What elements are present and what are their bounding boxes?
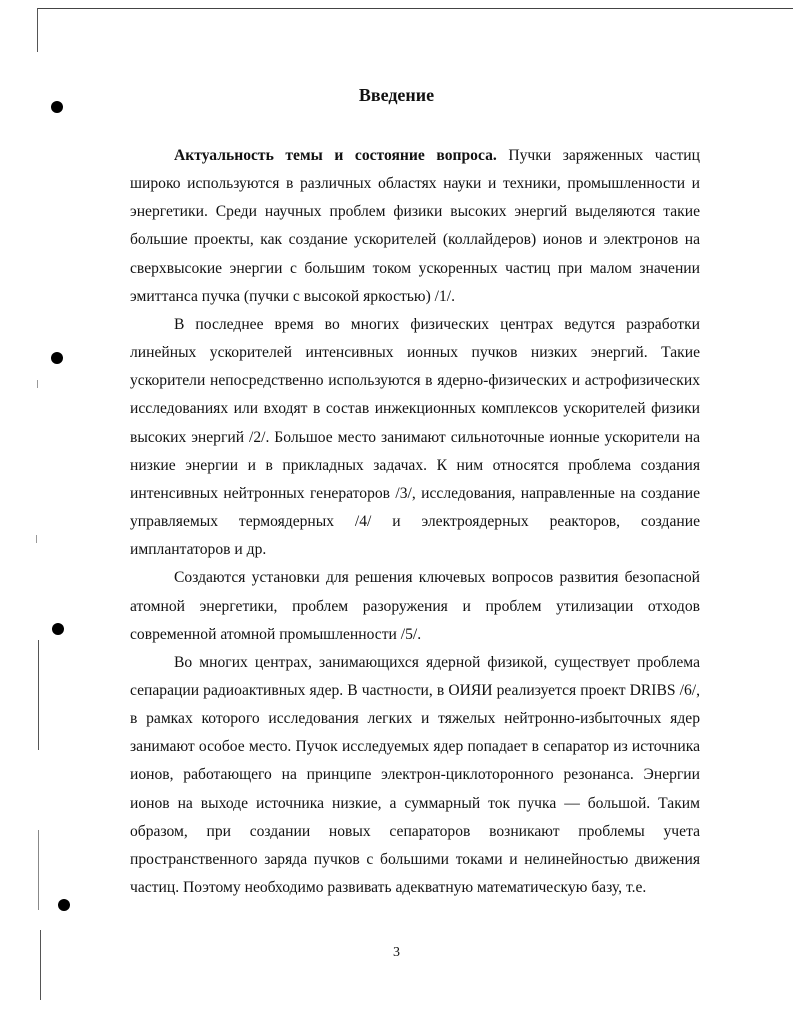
page-title: Введение — [358, 85, 435, 105]
paragraph-3: Создаются установки для решения ключевых вопросов развития безопасной атомной энергетики, проблем разоружения и проблем утилизации отходов современной атомной промышленности /5/. — [130, 569, 700, 643]
page-number: 3 — [393, 945, 400, 960]
punch-hole — [51, 352, 63, 364]
paragraph-4: Во многих центрах, занимающихся ядерной физикой, существует проблема сепарации радиоактивных ядер. В частности, в ОИЯИ реализуется проект DRIBS /6/, в рамках которого исследования легких и тяжелых нейтронно-избыточных ядер занимают особое место. Пучок исследуемых ядер попадает в сепаратор из источника ионов, работающего на принципе электрон-циклоторонного резонанса. Энергии ионов на выходе источника низкие, а суммарный ток пучка — большой. Таким образом, при создании новых сепараторов возникают проблемы учета пространственного заряда пучков с большими токами и нелинейностью движения частиц. Поэтому необходимо развивать адекватную математическую базу, т.е. — [130, 653, 700, 897]
scan-left-edge — [38, 640, 39, 750]
scan-left-edge — [36, 535, 37, 543]
paragraph-1 — [130, 142, 700, 311]
scan-left-edge — [37, 380, 38, 388]
paragraph-1-text: Пучки заряженных частиц широко используются в различных областях науки и техники, промышленности и энергетики. Среди научных проблем физики высоких энергий выделяются такие большие проекты, как создание ускорителей (коллайдеров) ионов и электронов на сверхвысокие энергии с большим током ускоренных частиц при малом значении эмиттанса пучка (пучки с высокой яркостью) /1/. — [130, 147, 700, 305]
punch-hole — [58, 899, 70, 911]
scan-top-border — [38, 8, 793, 9]
paragraph-2: В последнее время во многих физических центрах ведутся разработки линейных ускорителей интенсивных ионных пучков низких энергий. Такие ускорители непосредственно используются в ядерно-физических и астрофизических исследованиях или входят в состав инжекционных комплексов ускорителей физики высоких энергий /2/. Большое место занимают сильноточные ионные ускорители на низкие энергии и в прикладных задачах. К ним относятся проблема создания интенсивных нейтронных генераторов /3/, исследования, направленные на создание управляемых термоядерных /4/ и электроядерных реакторов, создание имплантаторов и др. — [130, 315, 700, 559]
scan-left-edge — [40, 930, 41, 1000]
lead-heading: Актуальность темы и состояние вопроса. — [174, 147, 497, 164]
punch-hole — [52, 623, 64, 635]
scan-left-edge — [38, 830, 39, 910]
body-text — [130, 142, 700, 902]
scan-left-edge — [37, 8, 38, 52]
